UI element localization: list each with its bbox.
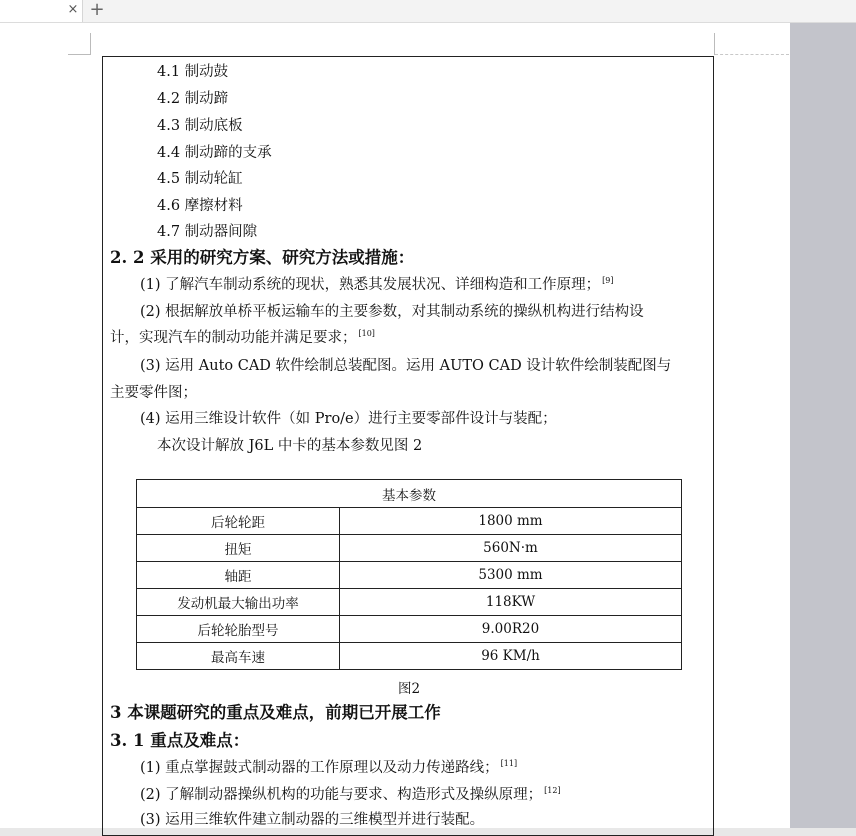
table-header-row: [137, 480, 682, 508]
param-value: 560N·m: [340, 535, 682, 562]
outline-item: 4.4 制动蹄的支承: [157, 145, 272, 161]
item-text: (2) 了解制动器操纵机构的功能与要求、构造形式及操纵原理；: [140, 787, 543, 803]
table-row: [137, 508, 682, 535]
item-text: 计，实现汽车的制动功能并满足要求；: [110, 330, 357, 346]
table-row: [137, 616, 682, 643]
paragraph-line: [110, 328, 375, 348]
table-row: [137, 535, 682, 562]
outline-item: 4.7 制动器间隙: [157, 224, 258, 240]
page-corner-mark: [714, 33, 715, 55]
page-corner-mark: [68, 54, 90, 55]
outline-item: 4.6 摩擦材料: [157, 198, 243, 214]
paragraph-line: [140, 275, 614, 295]
outline-item: 4.1 制动鼓: [157, 64, 229, 80]
citation: [9]: [602, 276, 614, 285]
citation: [10]: [358, 329, 375, 338]
scrollbar-track[interactable]: [790, 23, 856, 828]
param-value: 118KW: [340, 589, 682, 616]
add-tab-icon[interactable]: +: [89, 0, 105, 20]
paragraph-line: 主要零件图；: [110, 385, 197, 401]
item-text: (1) 了解汽车制动系统的现状，熟悉其发展状况、详细构造和工作原理；: [140, 277, 601, 293]
tab-bar: [0, 0, 856, 23]
outline-item: 4.2 制动蹄: [157, 91, 229, 107]
param-label: 最高车速: [137, 643, 340, 670]
section-heading: 2. 2 采用的研究方案、研究方法或措施：: [110, 248, 415, 267]
table-caption: 图2: [398, 681, 421, 697]
param-label: 轴距: [137, 562, 340, 589]
table-row: [137, 562, 682, 589]
section-heading: 3 本课题研究的重点及难点，前期已开展工作: [110, 703, 441, 722]
citation: [12]: [544, 786, 561, 795]
parameter-table: [136, 479, 682, 670]
paragraph-line: 本次设计解放 J6L 中卡的基本参数见图 2: [157, 438, 423, 454]
table-row: [137, 643, 682, 670]
paragraph-line: [140, 785, 561, 805]
paragraph-line: [140, 758, 517, 778]
document-tab[interactable]: [0, 0, 83, 22]
param-label: 发动机最大输出功率: [137, 589, 340, 616]
outline-item: 4.3 制动底板: [157, 118, 243, 134]
paragraph-line: (2) 根据解放单桥平板运输车的主要参数，对其制动系统的操纵机构进行结构设: [140, 304, 644, 320]
table-row: [137, 589, 682, 616]
param-label: 后轮轮胎型号: [137, 616, 340, 643]
subsection-heading: 3. 1 重点及难点：: [110, 731, 250, 750]
paragraph-line: (4) 运用三维设计软件（如 Pro/e）进行主要零部件设计与装配；: [140, 411, 557, 427]
page-corner-mark: [90, 33, 91, 55]
citation: [11]: [500, 759, 518, 768]
param-label: 扭矩: [137, 535, 340, 562]
table-header: 基本参数: [137, 480, 682, 508]
param-value: 1800 mm: [340, 508, 682, 535]
param-value: 96 KM/h: [340, 643, 682, 670]
param-label: 后轮轮距: [137, 508, 340, 535]
page-corner-mark: [715, 54, 789, 55]
close-icon[interactable]: ×: [67, 2, 79, 17]
paragraph-line: (3) 运用 Auto CAD 软件绘制总装配图。运用 AUTO CAD 设计软件绘制装配图与: [140, 358, 672, 374]
paragraph-line: (3) 运用三维软件建立制动器的三维模型并进行装配。: [140, 812, 485, 828]
item-text: (1) 重点掌握鼓式制动器的工作原理以及动力传递路线；: [140, 760, 499, 776]
param-value: 5300 mm: [340, 562, 682, 589]
param-value: 9.00R20: [340, 616, 682, 643]
outline-item: 4.5 制动轮缸: [157, 171, 243, 187]
